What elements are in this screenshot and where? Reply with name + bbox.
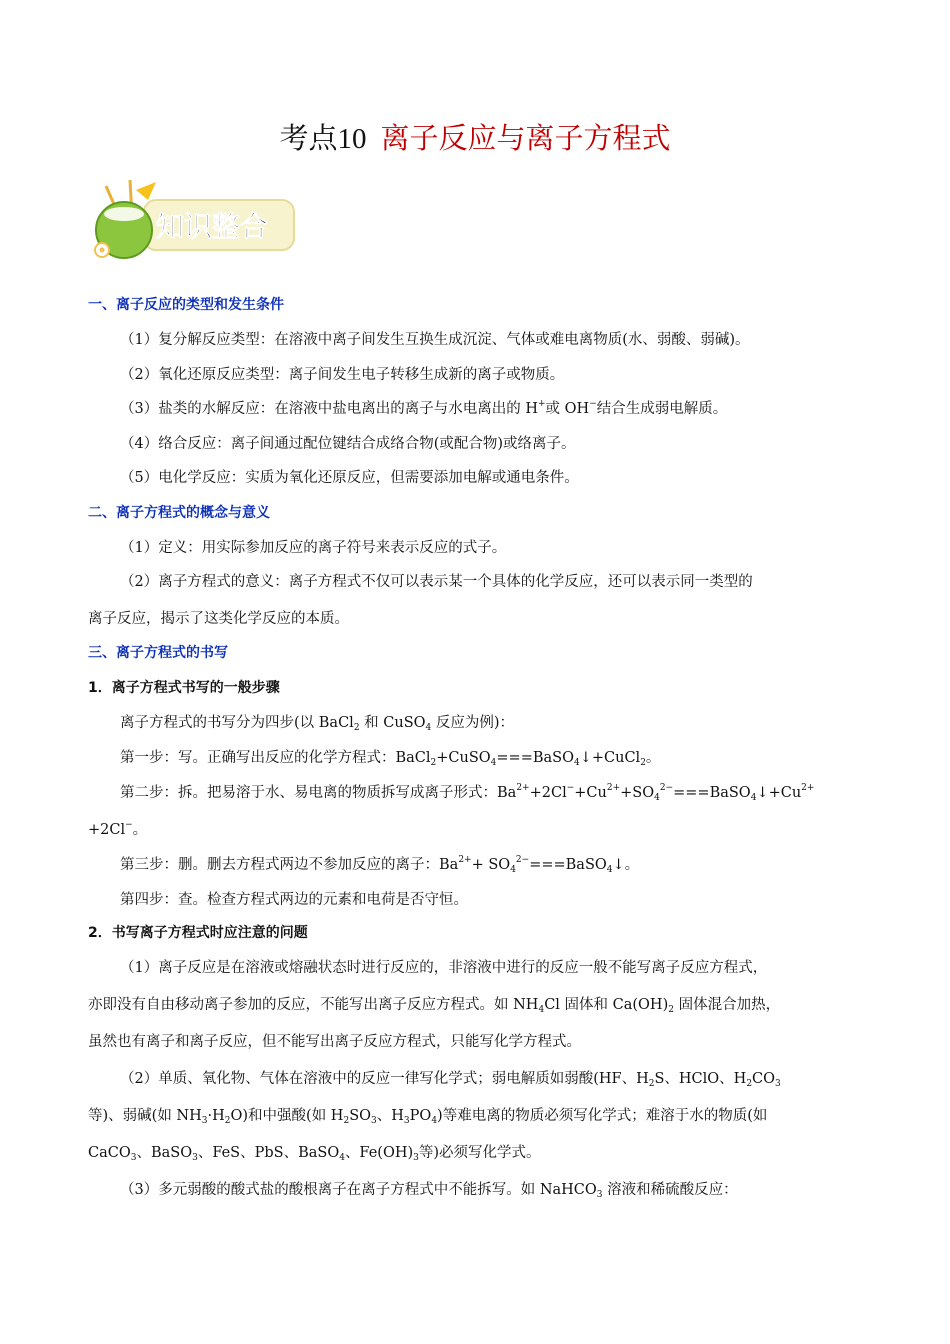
note-2-cont-2: CaCO$_3$、BaSO$_3$、FeS、PbS、BaSO$_4$、$Fe(OH)_3$等)必须写化学式。: [88, 1145, 541, 1163]
s2-item-1: （1）定义：用实际参加反应的离子符号来表示反应的式子。: [120, 540, 507, 556]
s1-item-1: （1）复分解反应类型：在溶液中离子间发生互换生成沉淀、气体或难电离物质(水、弱酸、弱碱)。: [120, 332, 750, 348]
step-4: 第四步：查。检查方程式两边的元素和电荷是否守恒。: [120, 892, 468, 908]
step-2-cont: +2Cl−。: [88, 820, 148, 838]
badge-text: 知识整合: [156, 210, 269, 243]
note-1-cont-2: 虽然也有离子和离子反应，但不能写出离子反应方程式，只能写化学方程式。: [88, 1034, 581, 1050]
note-2-cont-1: 等)、弱碱(如 $NH_3\cdot H_2O$)和中强酸(如 $H_2SO_3$、$H_3PO_4$)等难电离的物质必须写化学式；难溶于水的物质(如: [88, 1108, 768, 1126]
subheading-steps: 1．离子方程式书写的一般步骤: [88, 680, 280, 696]
section-2-heading: 二、离子方程式的概念与意义: [88, 505, 270, 521]
note-1-cont-1: 亦即没有自由移动离子参加的反应，不能写出离子反应方程式。如 $NH_4Cl$ 固体和 $Ca(OH)_2$ 固体混合加热，: [88, 997, 781, 1015]
s1-item-5: （5）电化学反应：实质为氧化还原反应，但需要添加电解或通电条件。: [120, 470, 579, 486]
s2-item-2-cont: 离子反应，揭示了这类化学反应的本质。: [88, 611, 349, 627]
steps-intro: 离子方程式的书写分为四步(以 BaCl$_2$ 和 CuSO$_4$ 反应为例)：: [120, 715, 515, 733]
step-3: 第三步：删。删去方程式两边不参加反应的离子：$Ba^{2+}+$ $SO_4^{2-}===BaSO_4↓$。: [120, 855, 640, 875]
subheading-notes: 2．书写离子方程式时应注意的问题: [88, 925, 308, 941]
note-1: （1）离子反应是在溶液或熔融状态时进行反应的，非溶液中进行的反应一般不能写离子反应方程式，: [120, 960, 768, 976]
umbrella-icon: [136, 182, 156, 200]
title-main: 离子反应与离子方程式: [380, 121, 671, 155]
knowledge-badge: [86, 178, 302, 260]
section-3-heading: 三、离子方程式的书写: [88, 645, 228, 661]
section-1-heading: 一、离子反应的类型和发生条件: [88, 297, 284, 313]
page-title: [0, 118, 950, 159]
note-3: （3）多元弱酸的酸式盐的酸根离子在离子方程式中不能拆写。如 NaHCO$_3$ 溶液和稀硫酸反应：: [120, 1182, 738, 1200]
s1-item-4: （4）络合反应：离子间通过配位键结合成络合物(或配合物)或络离子。: [120, 436, 576, 452]
title-topic-number: 考点10: [279, 123, 367, 155]
s1-item-3: （3）盐类的水解反应：在溶液中盐电离出的离子与水电离出的 H+或 OH−结合生成弱电解质。: [120, 399, 728, 417]
step-2: 第二步：拆。把易溶于水、易电离的物质拆写成离子形式：$Ba^{2+}+2Cl^-+Cu^{2+}+SO_4^{2-}===BaSO_4↓+Cu^{2+}$: [120, 783, 815, 803]
note-2: （2）单质、氧化物、气体在溶液中的反应一律写化学式；弱电解质如弱酸(HF、$H_2S$、HClO、$H_2CO_3$: [120, 1071, 781, 1089]
s2-item-2: （2）离子方程式的意义：离子方程式不仅可以表示某一个具体的化学反应，还可以表示同一类型的: [120, 574, 753, 590]
step-1: 第一步：写。正确写出反应的化学方程式：BaCl$_2$+CuSO$_4$===BaSO$_4$↓+CuCl$_2$。: [120, 750, 661, 768]
s1-item-2: （2）氧化还原反应类型：离子间发生电子转移生成新的离子或物质。: [120, 367, 565, 383]
